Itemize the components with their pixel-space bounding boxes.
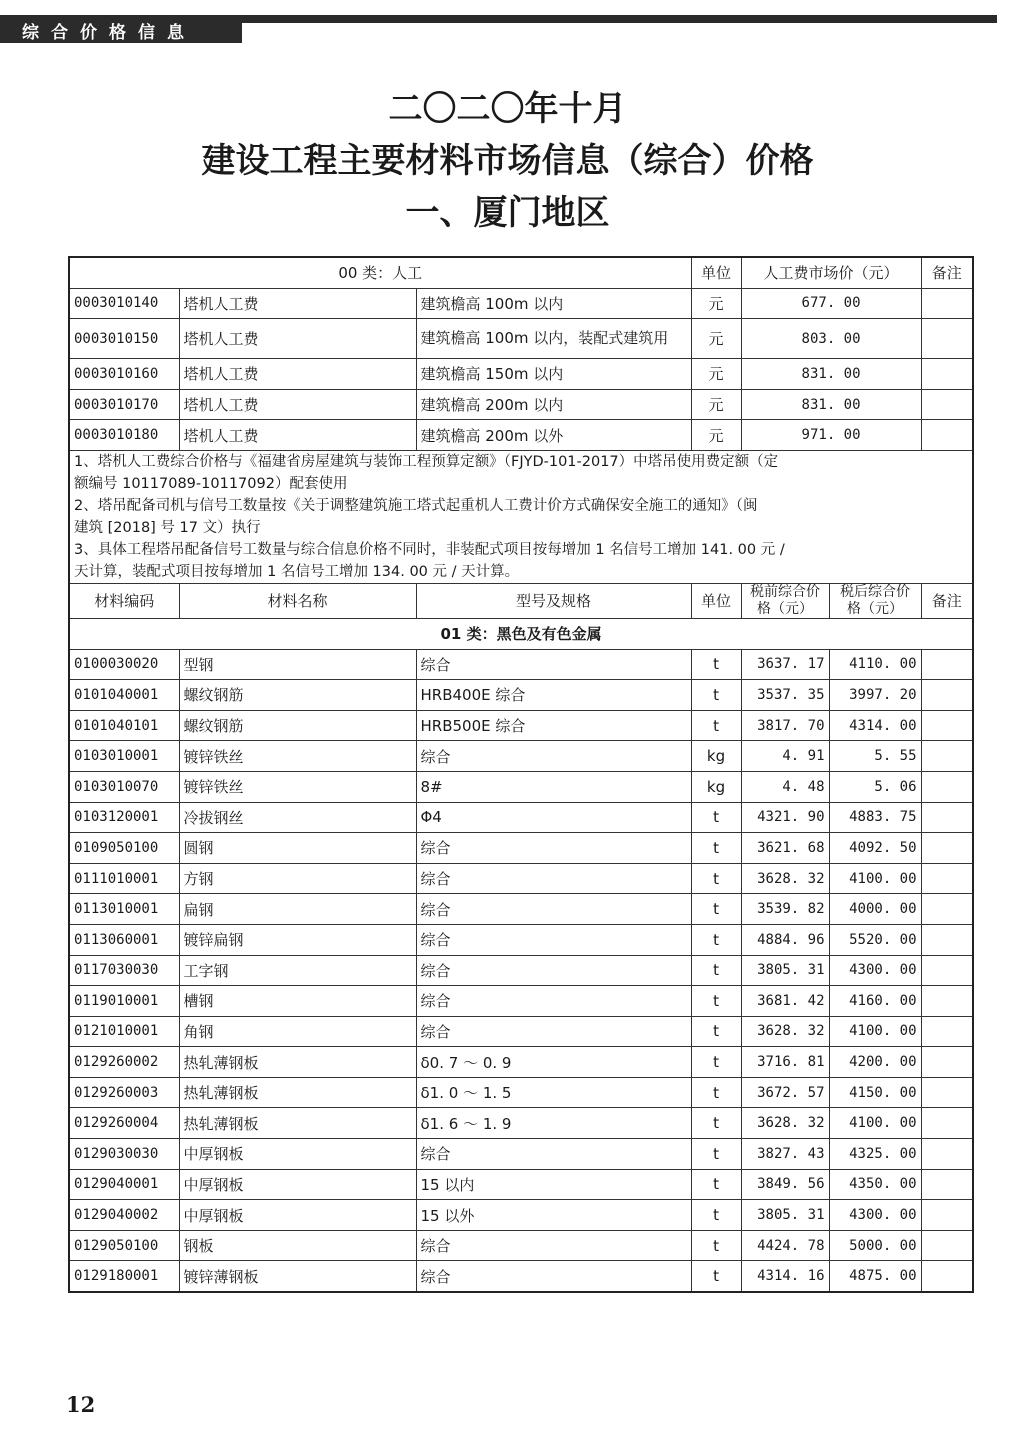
remark bbox=[921, 833, 973, 864]
table-row bbox=[69, 771, 973, 802]
unit: t bbox=[691, 1200, 741, 1231]
material-code: 0101040101 bbox=[69, 710, 179, 741]
unit: 元 bbox=[691, 389, 741, 420]
posttax-price: 4200. 00 bbox=[829, 1047, 921, 1078]
remark bbox=[921, 1230, 973, 1261]
material-code: 0129040002 bbox=[69, 1200, 179, 1231]
material-spec: 综合 bbox=[416, 955, 691, 986]
material-name: 钢板 bbox=[179, 1230, 416, 1261]
material-spec: HRB500E 综合 bbox=[416, 710, 691, 741]
unit: 元 bbox=[691, 288, 741, 319]
unit: t bbox=[691, 649, 741, 680]
remark bbox=[921, 894, 973, 925]
material-code: 0119010001 bbox=[69, 986, 179, 1017]
material-code: 0003010180 bbox=[69, 420, 179, 451]
posttax-price: 4100. 00 bbox=[829, 1108, 921, 1139]
posttax-price: 4325. 00 bbox=[829, 1139, 921, 1170]
unit: 元 bbox=[691, 420, 741, 451]
pretax-price: 3628. 32 bbox=[741, 863, 829, 894]
posttax-price: 4000. 00 bbox=[829, 894, 921, 925]
posttax-price: 5520. 00 bbox=[829, 924, 921, 955]
remark bbox=[921, 802, 973, 833]
remark bbox=[921, 1261, 973, 1292]
material-spec: 建筑檐高 200m 以内 bbox=[416, 389, 691, 420]
material-name: 镀锌铁丝 bbox=[179, 741, 416, 772]
material-name: 扁钢 bbox=[179, 894, 416, 925]
pretax-price: 3637. 17 bbox=[741, 649, 829, 680]
table-row bbox=[69, 389, 973, 420]
unit: kg bbox=[691, 741, 741, 772]
material-code: 0103120001 bbox=[69, 802, 179, 833]
material-spec: 综合 bbox=[416, 1139, 691, 1170]
material-code: 0100030020 bbox=[69, 649, 179, 680]
table-row bbox=[69, 802, 973, 833]
table-row bbox=[69, 319, 973, 359]
material-name: 镀锌薄钢板 bbox=[179, 1261, 416, 1292]
category-title: 00 类：人工 bbox=[69, 257, 691, 288]
table-row bbox=[69, 710, 973, 741]
table-row bbox=[69, 1016, 973, 1047]
posttax-price: 4314. 00 bbox=[829, 710, 921, 741]
material-name: 中厚钢板 bbox=[179, 1169, 416, 1200]
table-row bbox=[69, 420, 973, 451]
category-title: 01 类：黑色及有色金属 bbox=[69, 618, 973, 649]
table-row bbox=[69, 955, 973, 986]
table-row bbox=[69, 924, 973, 955]
unit: t bbox=[691, 1108, 741, 1139]
labor-price: 677. 00 bbox=[741, 288, 921, 319]
labor-price: 831. 00 bbox=[741, 359, 921, 390]
pretax-price: 3805. 31 bbox=[741, 1200, 829, 1231]
table-row bbox=[69, 1230, 973, 1261]
column-header-code: 材料编码 bbox=[69, 583, 179, 618]
pretax-price: 4424. 78 bbox=[741, 1230, 829, 1261]
material-name: 塔机人工费 bbox=[179, 359, 416, 390]
table-row bbox=[69, 359, 973, 390]
pretax-price: 4314. 16 bbox=[741, 1261, 829, 1292]
unit: t bbox=[691, 680, 741, 711]
notes-row bbox=[69, 450, 973, 583]
material-name: 塔机人工费 bbox=[179, 389, 416, 420]
material-spec: 综合 bbox=[416, 741, 691, 772]
unit: t bbox=[691, 1016, 741, 1047]
remark bbox=[921, 1169, 973, 1200]
pretax-price: 4884. 96 bbox=[741, 924, 829, 955]
unit: 元 bbox=[691, 359, 741, 390]
section-label: 综合价格信息 bbox=[22, 23, 196, 43]
note-line-continued: 额编号 10117089-10117092）配套使用 bbox=[74, 475, 348, 492]
material-spec: 综合 bbox=[416, 924, 691, 955]
material-code: 0121010001 bbox=[69, 1016, 179, 1047]
posttax-price: 4100. 00 bbox=[829, 863, 921, 894]
pretax-price: 3621. 68 bbox=[741, 833, 829, 864]
pretax-price: 3827. 43 bbox=[741, 1139, 829, 1170]
posttax-price: 3997. 20 bbox=[829, 680, 921, 711]
posttax-price: 4875. 00 bbox=[829, 1261, 921, 1292]
remark bbox=[921, 1108, 973, 1139]
unit: t bbox=[691, 1230, 741, 1261]
material-spec: 综合 bbox=[416, 1261, 691, 1292]
note-line: 2、塔吊配备司机与信号工数量按《关于调整建筑施工塔式起重机人工费计价方式确保安全施工的通知》（闽 bbox=[74, 497, 758, 514]
table-row bbox=[69, 986, 973, 1017]
material-code: 0113060001 bbox=[69, 924, 179, 955]
material-name: 中厚钢板 bbox=[179, 1139, 416, 1170]
posttax-price: 4350. 00 bbox=[829, 1169, 921, 1200]
posttax-price: 4150. 00 bbox=[829, 1077, 921, 1108]
column-header-remark: 备注 bbox=[921, 257, 973, 288]
unit: kg bbox=[691, 771, 741, 802]
table-row bbox=[69, 1261, 973, 1292]
material-name: 热轧薄钢板 bbox=[179, 1077, 416, 1108]
posttax-price: 5000. 00 bbox=[829, 1230, 921, 1261]
material-code: 0129260002 bbox=[69, 1047, 179, 1078]
column-header-posttax: 税后综合价格（元） bbox=[829, 583, 921, 618]
material-code: 0101040001 bbox=[69, 680, 179, 711]
unit: t bbox=[691, 833, 741, 864]
material-name: 型钢 bbox=[179, 649, 416, 680]
table-row bbox=[69, 1139, 973, 1170]
remark bbox=[921, 863, 973, 894]
material-name: 角钢 bbox=[179, 1016, 416, 1047]
unit: t bbox=[691, 1139, 741, 1170]
labor-header-row bbox=[69, 257, 973, 288]
material-name: 冷拔钢丝 bbox=[179, 802, 416, 833]
material-name: 热轧薄钢板 bbox=[179, 1047, 416, 1078]
material-spec: 综合 bbox=[416, 833, 691, 864]
posttax-price: 4092. 50 bbox=[829, 833, 921, 864]
material-name: 螺纹钢筋 bbox=[179, 710, 416, 741]
table-row bbox=[69, 1169, 973, 1200]
column-header-row bbox=[69, 583, 973, 618]
category-row bbox=[69, 618, 973, 649]
price-table bbox=[68, 256, 974, 1293]
table-row bbox=[69, 1108, 973, 1139]
material-name: 镀锌铁丝 bbox=[179, 771, 416, 802]
column-header-unit: 单位 bbox=[691, 583, 741, 618]
table-row bbox=[69, 680, 973, 711]
material-code: 0003010170 bbox=[69, 389, 179, 420]
note-line: 1、塔机人工费综合价格与《福建省房屋建筑与装饰工程预算定额》（FJYD-101-2017）中塔吊使用费定额（定 bbox=[74, 453, 779, 470]
material-spec: 15 以内 bbox=[416, 1169, 691, 1200]
material-spec: 综合 bbox=[416, 1016, 691, 1047]
material-code: 0129030030 bbox=[69, 1139, 179, 1170]
column-header-remark: 备注 bbox=[921, 583, 973, 618]
remark bbox=[921, 389, 973, 420]
table-row bbox=[69, 863, 973, 894]
material-name: 热轧薄钢板 bbox=[179, 1108, 416, 1139]
pretax-price: 3628. 32 bbox=[741, 1016, 829, 1047]
material-name: 方钢 bbox=[179, 863, 416, 894]
remark bbox=[921, 741, 973, 772]
remark bbox=[921, 955, 973, 986]
material-code: 0117030030 bbox=[69, 955, 179, 986]
posttax-price: 4160. 00 bbox=[829, 986, 921, 1017]
column-header-pretax: 税前综合价格（元） bbox=[741, 583, 829, 618]
remark bbox=[921, 1200, 973, 1231]
remark bbox=[921, 649, 973, 680]
pretax-price: 3716. 81 bbox=[741, 1047, 829, 1078]
material-code: 0109050100 bbox=[69, 833, 179, 864]
posttax-price: 4300. 00 bbox=[829, 1200, 921, 1231]
material-spec: Φ4 bbox=[416, 802, 691, 833]
material-code: 0129260003 bbox=[69, 1077, 179, 1108]
remark bbox=[921, 986, 973, 1017]
pretax-price: 3817. 70 bbox=[741, 710, 829, 741]
material-code: 0129050100 bbox=[69, 1230, 179, 1261]
posttax-price: 4883. 75 bbox=[829, 802, 921, 833]
material-spec: 综合 bbox=[416, 1230, 691, 1261]
remark bbox=[921, 710, 973, 741]
pretax-price: 4. 48 bbox=[741, 771, 829, 802]
title-main: 建设工程主要材料市场信息（综合）价格 bbox=[201, 141, 814, 181]
pretax-price: 3849. 56 bbox=[741, 1169, 829, 1200]
unit: t bbox=[691, 955, 741, 986]
table-row bbox=[69, 741, 973, 772]
column-header-unit: 单位 bbox=[691, 257, 741, 288]
unit: t bbox=[691, 924, 741, 955]
material-name: 圆钢 bbox=[179, 833, 416, 864]
pretax-price: 3805. 31 bbox=[741, 955, 829, 986]
pretax-price: 3628. 32 bbox=[741, 1108, 829, 1139]
material-spec: 综合 bbox=[416, 986, 691, 1017]
material-code: 0103010001 bbox=[69, 741, 179, 772]
unit: t bbox=[691, 894, 741, 925]
posttax-price: 5. 06 bbox=[829, 771, 921, 802]
material-spec: δ0. 7 ～ 0. 9 bbox=[416, 1047, 691, 1078]
material-code: 0129260004 bbox=[69, 1108, 179, 1139]
unit: 元 bbox=[691, 319, 741, 359]
table-row bbox=[69, 649, 973, 680]
material-code: 0003010140 bbox=[69, 288, 179, 319]
remark bbox=[921, 319, 973, 359]
material-name: 塔机人工费 bbox=[179, 288, 416, 319]
unit: t bbox=[691, 1047, 741, 1078]
material-name: 塔机人工费 bbox=[179, 420, 416, 451]
pretax-price: 4321. 90 bbox=[741, 802, 829, 833]
material-name: 工字钢 bbox=[179, 955, 416, 986]
pretax-price: 3537. 35 bbox=[741, 680, 829, 711]
remark bbox=[921, 680, 973, 711]
remark bbox=[921, 1016, 973, 1047]
material-name: 槽钢 bbox=[179, 986, 416, 1017]
unit: t bbox=[691, 710, 741, 741]
table-row bbox=[69, 1047, 973, 1078]
remark bbox=[921, 288, 973, 319]
remark bbox=[921, 420, 973, 451]
material-spec: 15 以外 bbox=[416, 1200, 691, 1231]
unit: t bbox=[691, 863, 741, 894]
material-spec: 综合 bbox=[416, 863, 691, 894]
table-row bbox=[69, 1200, 973, 1231]
note-line: 3、具体工程塔吊配备信号工数量与综合信息价格不同时，非装配式项目按每增加 1 名信号工增加 141. 00 元 / bbox=[74, 541, 785, 558]
material-spec: 8# bbox=[416, 771, 691, 802]
material-code: 0003010150 bbox=[69, 319, 179, 359]
note-line-continued: 天计算，装配式项目按每增加 1 名信号工增加 134. 00 元 / 天计算。 bbox=[74, 563, 520, 580]
material-name: 中厚钢板 bbox=[179, 1200, 416, 1231]
material-spec: 建筑檐高 200m 以外 bbox=[416, 420, 691, 451]
notes-cell bbox=[69, 450, 973, 583]
unit: t bbox=[691, 1077, 741, 1108]
material-code: 0113010001 bbox=[69, 894, 179, 925]
unit: t bbox=[691, 986, 741, 1017]
remark bbox=[921, 771, 973, 802]
labor-price: 831. 00 bbox=[741, 389, 921, 420]
material-spec: 建筑檐高 100m 以内 bbox=[416, 288, 691, 319]
material-spec: HRB400E 综合 bbox=[416, 680, 691, 711]
note-line-continued: 建筑 [2018] 号 17 文）执行 bbox=[74, 519, 261, 536]
material-code: 0129040001 bbox=[69, 1169, 179, 1200]
title-date: 二〇二〇年十月 bbox=[388, 89, 627, 129]
labor-price: 971. 00 bbox=[741, 420, 921, 451]
material-name: 塔机人工费 bbox=[179, 319, 416, 359]
pretax-price: 3539. 82 bbox=[741, 894, 829, 925]
pretax-price: 3681. 42 bbox=[741, 986, 829, 1017]
posttax-price: 5. 55 bbox=[829, 741, 921, 772]
material-spec: δ1. 0 ～ 1. 5 bbox=[416, 1077, 691, 1108]
posttax-price: 4300. 00 bbox=[829, 955, 921, 986]
column-header-name: 材料名称 bbox=[179, 583, 416, 618]
material-spec: δ1. 6 ～ 1. 9 bbox=[416, 1108, 691, 1139]
unit: t bbox=[691, 1169, 741, 1200]
material-name: 螺纹钢筋 bbox=[179, 680, 416, 711]
material-spec: 综合 bbox=[416, 894, 691, 925]
posttax-price: 4110. 00 bbox=[829, 649, 921, 680]
posttax-price: 4100. 00 bbox=[829, 1016, 921, 1047]
material-code: 0111010001 bbox=[69, 863, 179, 894]
table-row bbox=[69, 288, 973, 319]
table-row bbox=[69, 894, 973, 925]
remark bbox=[921, 359, 973, 390]
pretax-price: 4. 91 bbox=[741, 741, 829, 772]
table-row bbox=[69, 833, 973, 864]
material-code: 0129180001 bbox=[69, 1261, 179, 1292]
remark bbox=[921, 924, 973, 955]
material-spec: 建筑檐高 100m 以内，装配式建筑用 bbox=[416, 319, 691, 359]
material-code: 0003010160 bbox=[69, 359, 179, 390]
column-header-price: 人工费市场价（元） bbox=[741, 257, 921, 288]
unit: t bbox=[691, 802, 741, 833]
material-spec: 综合 bbox=[416, 649, 691, 680]
unit: t bbox=[691, 1261, 741, 1292]
column-header-spec: 型号及规格 bbox=[416, 583, 691, 618]
pretax-price: 3672. 57 bbox=[741, 1077, 829, 1108]
remark bbox=[921, 1077, 973, 1108]
labor-price: 803. 00 bbox=[741, 319, 921, 359]
material-spec: 建筑檐高 150m 以内 bbox=[416, 359, 691, 390]
remark bbox=[921, 1139, 973, 1170]
table-row bbox=[69, 1077, 973, 1108]
title-region: 一、厦门地区 bbox=[405, 193, 610, 233]
remark bbox=[921, 1047, 973, 1078]
title-block bbox=[0, 83, 1015, 239]
material-name: 镀锌扁钢 bbox=[179, 924, 416, 955]
material-code: 0103010070 bbox=[69, 771, 179, 802]
page-number: 12 bbox=[66, 1392, 96, 1417]
